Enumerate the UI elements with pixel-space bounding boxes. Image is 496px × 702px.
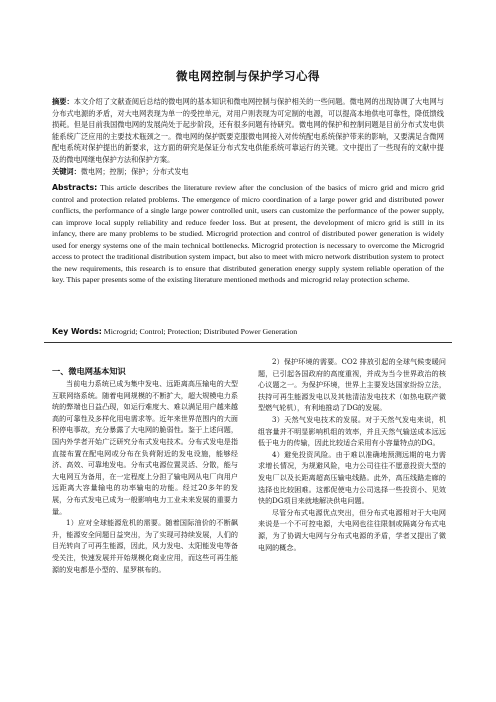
body-paragraph: 尽管分布式电源优点突出，但分布式电源相对于大电网来说是一个不可控电源，大电网也往往限制或隔离分布式电源，为了协调大电网与分布式电源的矛盾，学者又提出了微电网的概念。 <box>258 507 446 552</box>
right-column <box>258 356 446 553</box>
body-paragraph: 3）天然气发电技术的发展。对于天然气发电来说，机组容量并不明显影响机组的效率，并且天然气输送成本远远低于电力的传输，因此比较适合采用有小容量特点的DG。 <box>258 414 446 448</box>
english-abstract <box>52 182 444 286</box>
english-abstract-text: This article describes the literature review after the conclusion of the basics of micro grid and micro grid control and protection related problems. The emergence of micro coordination of a large power grid and distributed power conflicts, the performance of a single large power controlled unit, users can customize the performance of the power supply, can improve local supply reliability and reduce feeder loss. But at present, the development of micro grid is still in its infancy, there are many problems to be studied. Microgrid protection and control of distributed power generation is widely used for energy systems one of the main technical bottlenecks. Microgrid protection is necessary to overcome the Microgrid access to protect the traditional distribution system impact, but also to meet with micro network distribution system to protect the new requirements, this research is to ensure that distributed generation energy supply system reliable operation of the key. This paper presents some of the existing literature mentioned methods and microgrid relay protection scheme. <box>52 183 444 284</box>
body-paragraph: 2）保护环境的需要。CO2 排放引起的全球气候变暖问题，已引起各国政府的高度重视，并成为当今世界政治的核心议题之一。为保护环境，世界上主要发达国家纷纷立法，扶持可再生能源发电以及其他清洁发电技术（如热电联产微型燃气轮机），有利地推动了DG的发展。 <box>258 357 446 413</box>
paper-title: 微电网控制与保护学习心得 <box>176 69 320 83</box>
keywords-text: 微电网；控制；保护；分布式发电 <box>80 167 189 176</box>
section-heading: 一、微电网基本知识 <box>52 366 126 376</box>
english-keywords <box>52 326 444 338</box>
keywords-label: 关键词： <box>52 167 81 176</box>
body-paragraph: 4）避免投资风险。由于难以准确地预测远期的电力需求增长情况，为规避风险，电力公司往往不愿意投资大型的发电厂以及长距离超高压输电线路。此外，高压线路走廊的选择也比较困难。这都促使电力公司选择一些投资小、见效快的DG项目来就地解决供电问题。 <box>258 449 446 506</box>
chinese-abstract <box>52 96 444 166</box>
chinese-keywords <box>52 166 444 178</box>
abstract-label: 摘要： <box>52 97 74 106</box>
english-keywords-label: Key Words: <box>52 327 102 336</box>
left-column <box>52 378 238 575</box>
body-paragraph: 1）应对全球能源危机的需要。随着国际油价的不断飙升，能源安全问题日益突出，为了实现可持续发展，人们的目光转向了可再生能源，因此，风力发电、太阳能发电等备受关注，快速发展并开始规模化商业应用，而这些可再生能源的发电都是小型的、星罗棋布的。 <box>52 518 238 574</box>
section-divider <box>44 342 452 343</box>
english-keywords-text: Microgrid; Control; Protection; Distributed Power Generation <box>101 327 298 336</box>
english-abstract-label: Abstracts: <box>52 183 98 192</box>
body-paragraph: 当前电力系统已成为集中发电、远距离高压输电的大型互联网络系统。随着电网规模的不断扩大，超大规模电力系统的弊端也日益凸现，如运行难度大、难以满足用户越来越高的可靠性及多样化用电需求等。近年来世界范围内的大面积停电事故，充分暴露了大电网的脆弱性。鉴于上述问题，国内外学者开始广泛研究分布式发电技术。分布式发电是指直接布置在配电网或分布在负荷附近的发电设施，能够经济、高效、可靠地发电。分布式电源位置灵活、分散，能与大电网互为备用，在一定程度上分担了输电网从电厂向用户远距离大容量输电的功率输电的功能。经过20多年的发展，分布式发电已成为一般影响电力工业未来发展的重要力量。 <box>52 379 238 516</box>
abstract-text: 本文介绍了文献查阅后总结的微电网的基本知识和微电网控制与保护相关的一些问题。微电网的出现协调了大电网与分布式电源的矛盾，对大电网表现为单一的受控单元，对用户则表现为可定制的电源，可以提高本地供电可靠性，降低馈线损耗。但是目前我国微电网的发展尚处于起步阶段，还有很多问题有待研究。微电网的保护和控制问题是目前分布式发电供能系统广泛应用的主要技术瓶颈之一。微电网的保护既要克服微电网接入对传统配电系统保护带来的影响，又要满足含微网配电系统对保护提出的新要求，这方面的研究是保证分布式发电供能系统可靠运行的关键。文中提出了一些现有的文献中提及的微电网继电保护方法和保护方案。 <box>52 97 444 164</box>
